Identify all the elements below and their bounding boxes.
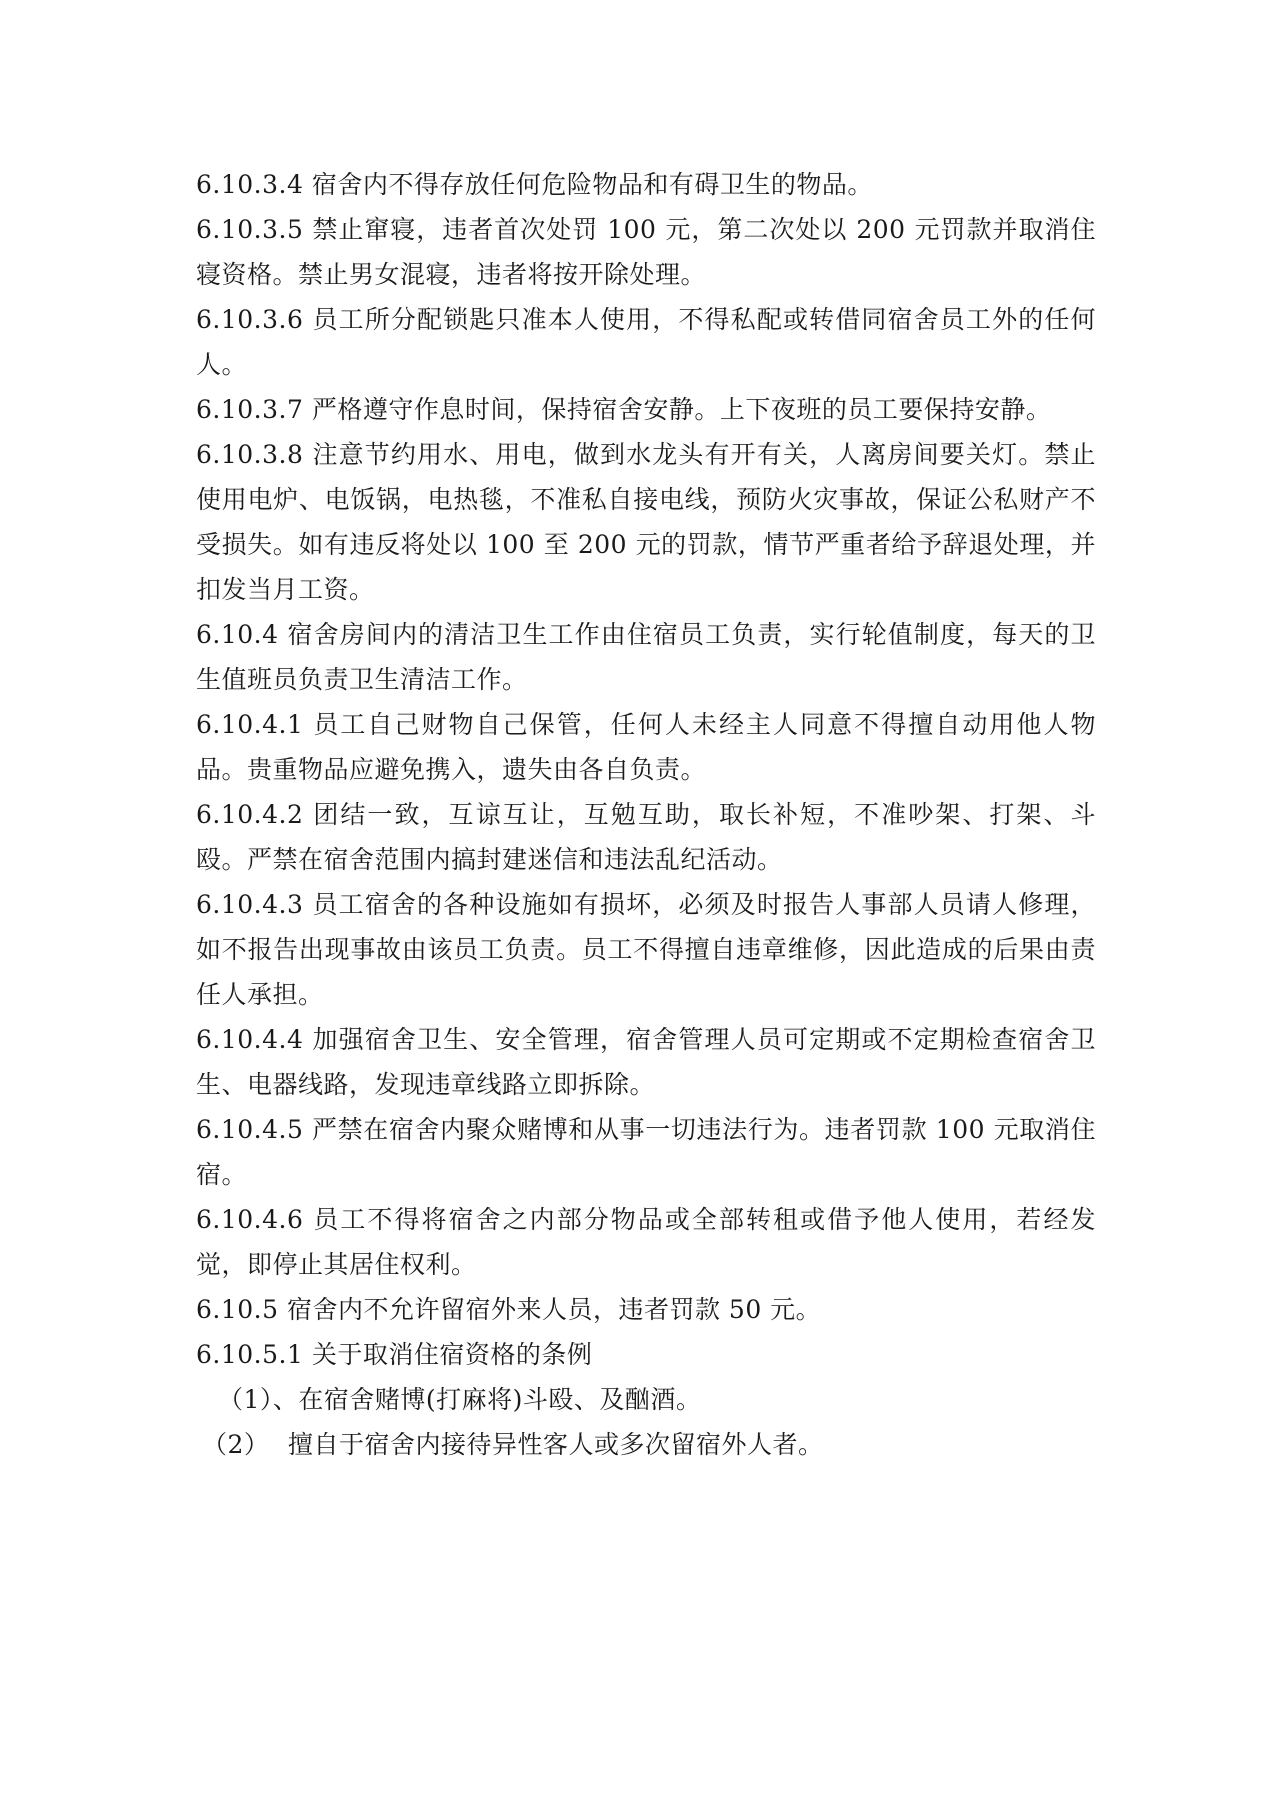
clause-6-10-4-2: 6.10.4.2 团结一致，互谅互让，互勉互助，取长补短，不准吵架、打架、斗殴。严禁在宿舍范围内搞封建迷信和违法乱纪活动。 — [196, 800, 1096, 874]
clause-6-10-3-6: 6.10.3.6 员工所分配锁匙只准本人使用，不得私配或转借同宿舍员工外的任何人。 — [196, 305, 1096, 379]
clause-6-10-3-8: 6.10.3.8 注意节约用水、用电，做到水龙头有开有关，人离房间要关灯。禁止使用电炉、电饭锅，电热毯，不准私自接电线，预防火灾事故，保证公私财产不受损失。如有违反将处以 100 至 200 元的罚款，情节严重者给予辞退处理，并扣发当月工资。 — [196, 440, 1096, 604]
clause-6-10-3-5: 6.10.3.5 禁止窜寝，违者首次处罚 100 元，第二次处以 200 元罚款并取消住寝资格。禁止男女混寝，违者将按开除处理。 — [196, 215, 1096, 289]
clause-6-10-4: 6.10.4 宿舍房间内的清洁卫生工作由住宿员工负责，实行轮值制度，每天的卫生值班员负责卫生清洁工作。 — [196, 620, 1096, 694]
clause-6-10-4-3: 6.10.4.3 员工宿舍的各种设施如有损坏，必须及时报告人事部人员请人修理，如不报告出现事故由该员工负责。员工不得擅自违章维修，因此造成的后果由责任人承担。 — [196, 890, 1096, 1009]
clause-6-10-5: 6.10.5 宿舍内不允许留宿外来人员，违者罚款 50 元。 — [196, 1295, 822, 1324]
clause-6-10-4-4: 6.10.4.4 加强宿舍卫生、安全管理，宿舍管理人员可定期或不定期检查宿舍卫生、电器线路，发现违章线路立即拆除。 — [196, 1025, 1096, 1099]
document-body — [196, 162, 1096, 1467]
list-item-2-text: 擅自于宿舍内接待异性客人或多次留宿外人者。 — [288, 1430, 824, 1459]
clause-6-10-4-1: 6.10.4.1 员工自己财物自己保管，任何人未经主人同意不得擅自动用他人物品。贵重物品应避免携入，遗失由各自负责。 — [196, 710, 1096, 784]
clause-6-10-3-4: 6.10.3.4 宿舍内不得存放任何危险物品和有碍卫生的物品。 — [196, 170, 873, 199]
list-item-2-number: （2） — [202, 1430, 270, 1459]
clause-6-10-4-6: 6.10.4.6 员工不得将宿舍之内部分物品或全部转租或借予他人使用，若经发觉，即停止其居住权利。 — [196, 1205, 1096, 1279]
clause-6-10-3-7: 6.10.3.7 严格遵守作息时间，保持宿舍安静。上下夜班的员工要保持安静。 — [196, 395, 1052, 424]
list-item-2 — [196, 1422, 1096, 1467]
clause-6-10-4-5: 6.10.4.5 严禁在宿舍内聚众赌博和从事一切违法行为。违者罚款 100 元取消住宿。 — [196, 1115, 1096, 1189]
clause-6-10-5-1: 6.10.5.1 关于取消住宿资格的条例 — [196, 1340, 593, 1369]
list-item-1: （1）、在宿舍赌博(打麻将)斗殴、及酗酒。 — [218, 1385, 702, 1414]
